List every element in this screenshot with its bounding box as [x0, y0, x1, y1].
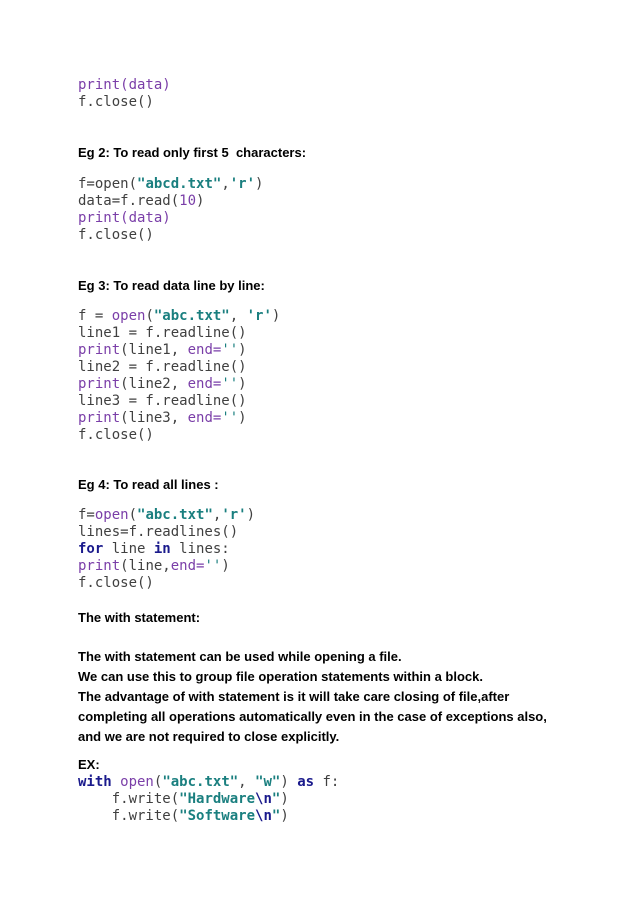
- code-line: f.write("Software\n"): [78, 808, 289, 824]
- paragraph-line: and we are not required to close explicitly.: [78, 729, 340, 744]
- code-block-with: [78, 774, 339, 825]
- paragraph-line: We can use this to group file operation statements within a block.: [78, 669, 483, 684]
- eg4-heading: Eg 4: To read all lines :: [78, 477, 219, 492]
- code-line: f.close(): [78, 427, 154, 443]
- code-block-eg2: [78, 176, 263, 244]
- eg2-heading: Eg 2: To read only first 5 characters:: [78, 145, 307, 160]
- paragraph-line: The advantage of with statement is it will take care closing of file,after: [78, 689, 510, 704]
- code-line: print(line2, end=''): [78, 376, 247, 392]
- with-heading: The with statement:: [78, 610, 201, 625]
- code-block-eg3: [78, 308, 280, 444]
- code-line: for line in lines:: [78, 541, 230, 557]
- code-line: data=f.read(10): [78, 193, 205, 209]
- code-line: f.write("Hardware\n"): [78, 791, 289, 807]
- code-line: f = open("abc.txt", 'r'): [78, 308, 281, 324]
- code-line: f.close(): [78, 94, 154, 110]
- code-block-eg4: [78, 507, 255, 592]
- code-line: with open("abc.txt", "w") as f:: [78, 774, 340, 790]
- code-line: f.close(): [78, 575, 154, 591]
- code-line: lines=f.readlines(): [78, 524, 239, 540]
- code-line: print(data): [78, 77, 171, 93]
- eg3-heading: Eg 3: To read data line by line:: [78, 278, 265, 293]
- code-line: f=open("abc.txt",'r'): [78, 507, 256, 523]
- example-label: EX:: [78, 757, 100, 772]
- code-line: line2 = f.readline(): [78, 359, 247, 375]
- code-line: line3 = f.readline(): [78, 393, 247, 409]
- code-line: print(line,end=''): [78, 558, 230, 574]
- code-line: f.close(): [78, 227, 154, 243]
- code-line: line1 = f.readline(): [78, 325, 247, 341]
- code-line: print(line1, end=''): [78, 342, 247, 358]
- code-line: print(data): [78, 210, 171, 226]
- paragraph-line: The with statement can be used while opening a file.: [78, 649, 402, 664]
- paragraph-line: completing all operations automatically even in the case of exceptions also,: [78, 709, 547, 724]
- code-block-1: [78, 77, 171, 111]
- code-line: print(line3, end=''): [78, 410, 247, 426]
- with-description: [78, 647, 547, 747]
- code-line: f=open("abcd.txt",'r'): [78, 176, 264, 192]
